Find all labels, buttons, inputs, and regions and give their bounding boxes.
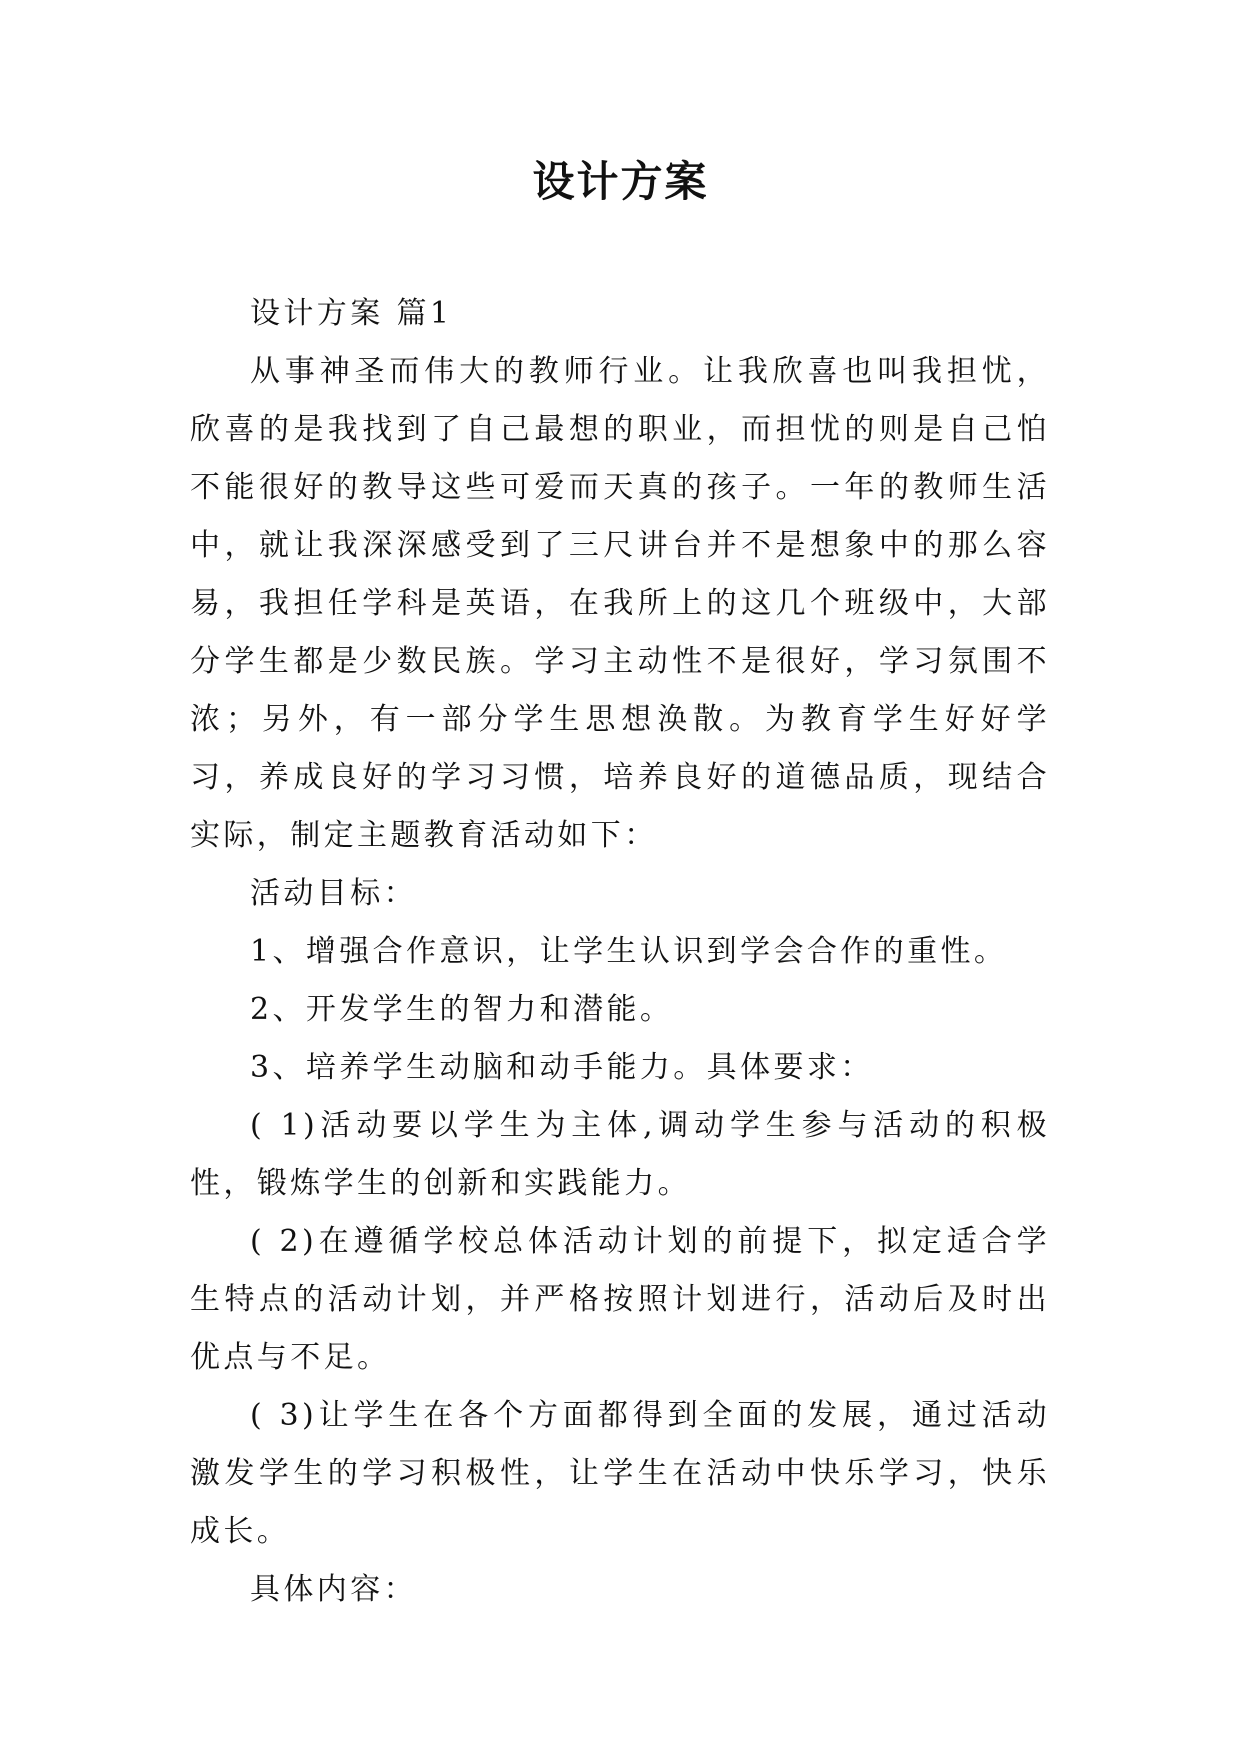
requirement-item-2: ( 2)在遵循学校总体活动计划的前提下，拟定适合学生特点的活动计划，并严格按照计划进行，活动后及时出优点与不足。 xyxy=(190,1224,1050,1375)
goals-heading: 活动目标： xyxy=(250,876,417,911)
goal-item-3: 3、培养学生动脑和动手能力。具体要求： xyxy=(250,1050,874,1085)
goal-item-2: 2、开发学生的智力和潜能。 xyxy=(250,992,674,1027)
document-title: 设计方案 xyxy=(532,157,709,206)
document-body xyxy=(190,285,1050,1619)
requirement-item-3: ( 3)让学生在各个方面都得到全面的发展，通过活动激发学生的学习积极性，让学生在活动中快乐学习，快乐成长。 xyxy=(190,1398,1050,1549)
intro-paragraph: 从事神圣而伟大的教师行业。让我欣喜也叫我担忧，欣喜的是我找到了自己最想的职业，而担忧的则是自己怕不能很好的教导这些可爱而天真的孩子。一年的教师生活中，就让我深深感受到了三尺讲台并不是想象中的那么容易，我担任学科是英语，在我所上的这几个班级中，大部分学生都是少数民族。学习主动性不是很好，学习氛围不浓；另外，有一部分学生思想涣散。为教育学生好好学习，养成良好的学习习惯，培养良好的道德品质，现结合实际，制定主题教育活动如下： xyxy=(190,354,1050,853)
goal-item-1: 1、增强合作意识，让学生认识到学会合作的重性。 xyxy=(250,934,1008,969)
section-heading: 设计方案 篇1 xyxy=(250,296,453,331)
content-heading: 具体内容： xyxy=(250,1572,417,1607)
requirement-item-1: ( 1)活动要以学生为主体,调动学生参与活动的积极性，锻炼学生的创新和实践能力。 xyxy=(190,1108,1050,1201)
